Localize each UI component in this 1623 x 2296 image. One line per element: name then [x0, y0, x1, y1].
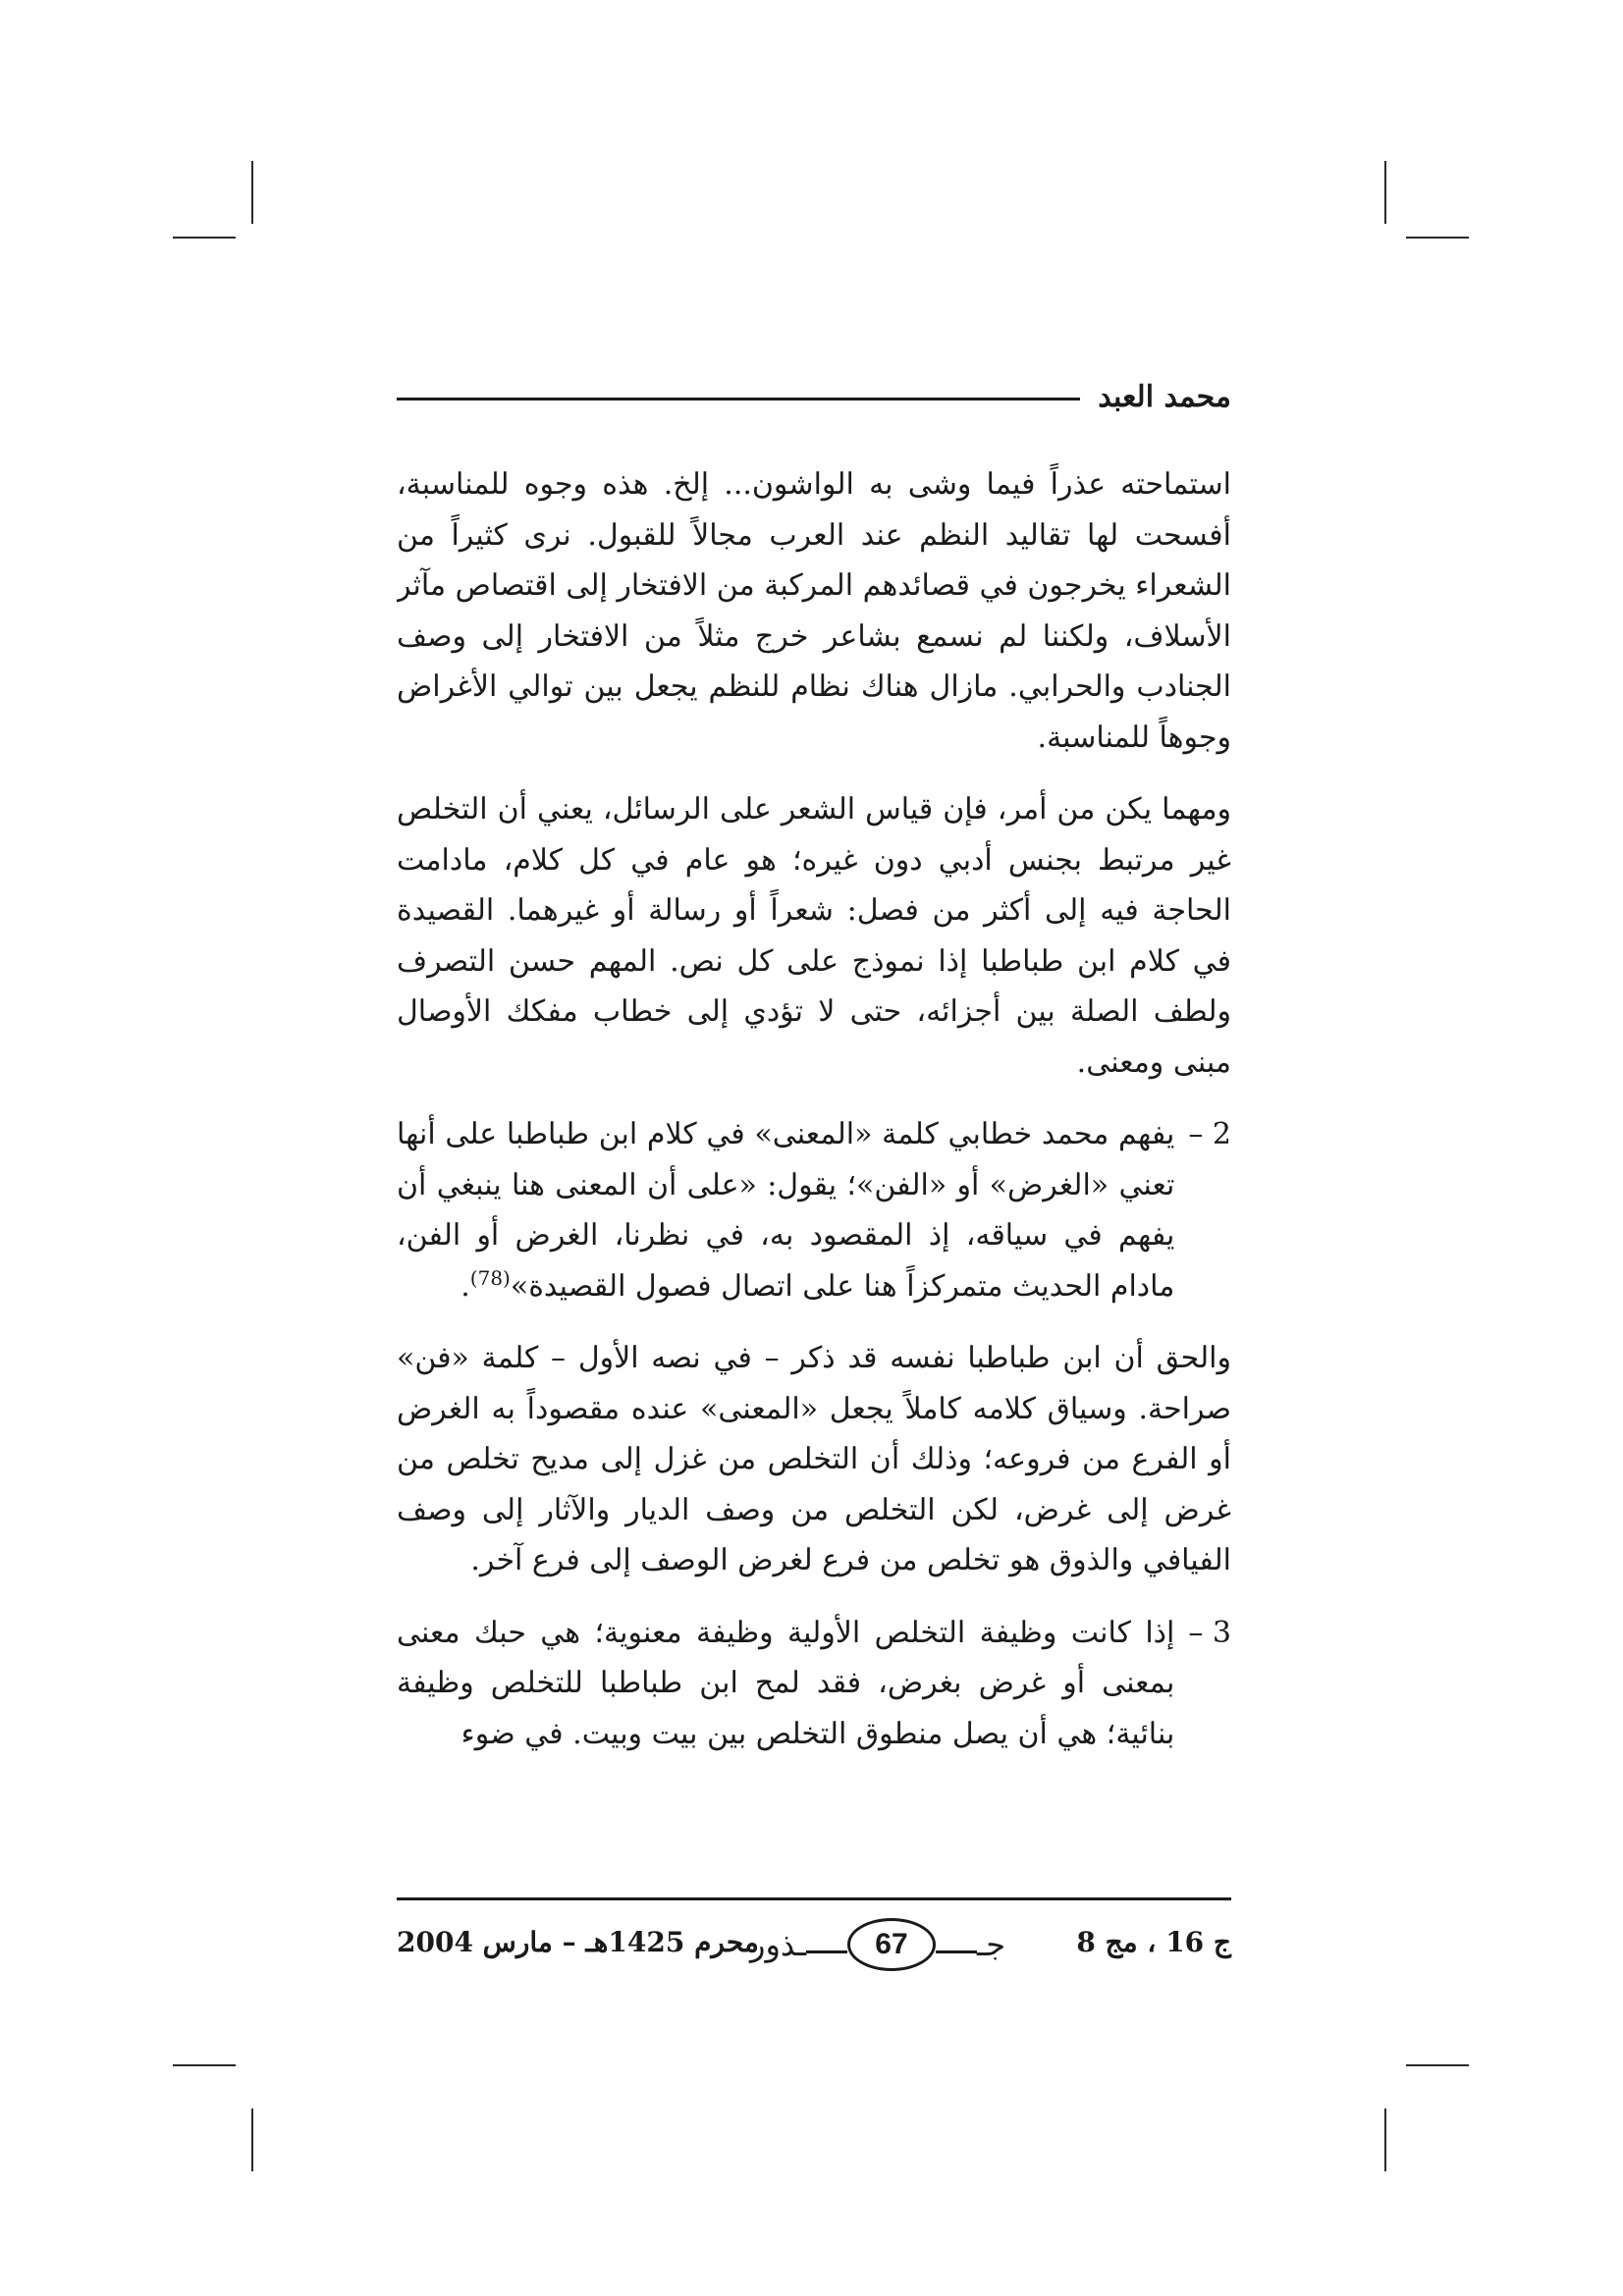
logo-line [936, 1950, 976, 1953]
journal-logo [750, 1912, 1005, 1977]
crop-mark-bottom-left-horizontal [173, 2064, 236, 2066]
item-text [397, 1109, 1174, 1311]
author-name: محمد العبد [1098, 379, 1231, 414]
running-header [397, 367, 1231, 426]
crop-mark-bottom-right-horizontal [1406, 2064, 1469, 2066]
page-number: 67 [847, 1918, 937, 1971]
logo-line [806, 1950, 846, 1953]
item-number: 2 – [1188, 1117, 1231, 1151]
footnote-reference[interactable]: (78) [469, 1265, 511, 1290]
item-2-end: . [460, 1268, 470, 1304]
item-number: 3 – [1188, 1615, 1231, 1650]
paragraph-2: ومهما يكن من أمر، فإن قياس الشعر على الرسائل، يعني أن التخلص غير مرتبط بجنس أدبي دون غيره؛ هو عام في كل كلام، مادامت الحاجة فيه إلى أكثر من فصل: شعراً أو رسالة أو غيرهما. القصيدة في كلام ابن طباطبا إذا نموذج على كل نص. المهم حسن التصرف ولطف الصلة بين أجزائه، حتى لا تؤدي إلى خطاب مفكك الأوصال مبنى ومعنى. [397, 792, 1231, 1080]
item-2-text: يفهم محمد خطابي كلمة «المعنى» في كلام ابن طباطبا على أنها تعني «الغرض» أو «الفن»؛ يقول: «على أن المعنى هنا ينبغي أن يفهم في سياقه، إذ المقصود به، في نظرنا، الغرض أو الفن، مادام الحديث متمركزاً هنا على اتصال فصول القصيدة» [397, 1117, 1175, 1304]
issue-date: محرم 1425هـ – مارس 2004 [397, 1926, 759, 1958]
numbered-item-2 [397, 1109, 1231, 1311]
crop-mark-top-right-vertical [1384, 161, 1386, 224]
crop-mark-top-left-horizontal [173, 237, 236, 239]
numbered-item-3 [397, 1608, 1231, 1760]
crop-mark-bottom-right-vertical [1384, 2109, 1386, 2171]
logo-text-left: ـذور [749, 1926, 807, 1963]
crop-mark-top-left-vertical [251, 161, 253, 224]
page-body [397, 459, 1231, 1843]
crop-mark-bottom-left-vertical [251, 2109, 253, 2171]
logo-text-right: جـ [976, 1926, 1005, 1963]
paragraph-3: والحق أن ابن طباطبا نفسه قد ذكر – في نصه الأول – كلمة «فن» صراحة. وسياق كلامه كاملاً يجعل «المعنى» عنده مقصوداً به الغرض أو الفرع من فروعه؛ وذلك أن التخلص من غزل إلى مديح تخلص من غرض إلى غرض، لكن التخلص من وصف الديار والآثار إلى وصف الفيافي والذوق هو تخلص من فرع لغرض الوصف إلى فرع آخر. [397, 1341, 1231, 1577]
issue-volume: ج 16 ، مج 8 [1076, 1926, 1231, 1958]
page-footer [397, 1912, 1231, 1981]
header-rule [397, 398, 1080, 400]
footer-rule [397, 1897, 1231, 1900]
item-3-text: إذا كانت وظيفة التخلص الأولية وظيفة معنوية؛ هي حبك معنى بمعنى أو غرض بغرض، فقد لمح ابن طباطبا للتخلص وظيفة بنائية؛ هي أن يصل منطوق التخلص بين بيت وبيت. في ضوء [397, 1615, 1175, 1751]
paragraph-1: استماحته عذراً فيما وشى به الواشون... إلخ. هذه وجوه للمناسبة، أفسحت لها تقاليد النظم عند العرب مجالاً للقبول. نرى كثيراً من الشعراء يخرجون في قصائدهم المركبة من الافتخار إلى اقتصاص مآثر الأسلاف، ولكننا لم نسمع بشاعر خرج مثلاً من الافتخار إلى وصف الجنادب والحرابي. مازال هناك نظام للنظم يجعل بين توالي الأغراض وجوهاً للمناسبة. [397, 467, 1231, 755]
crop-mark-top-right-horizontal [1406, 237, 1469, 239]
